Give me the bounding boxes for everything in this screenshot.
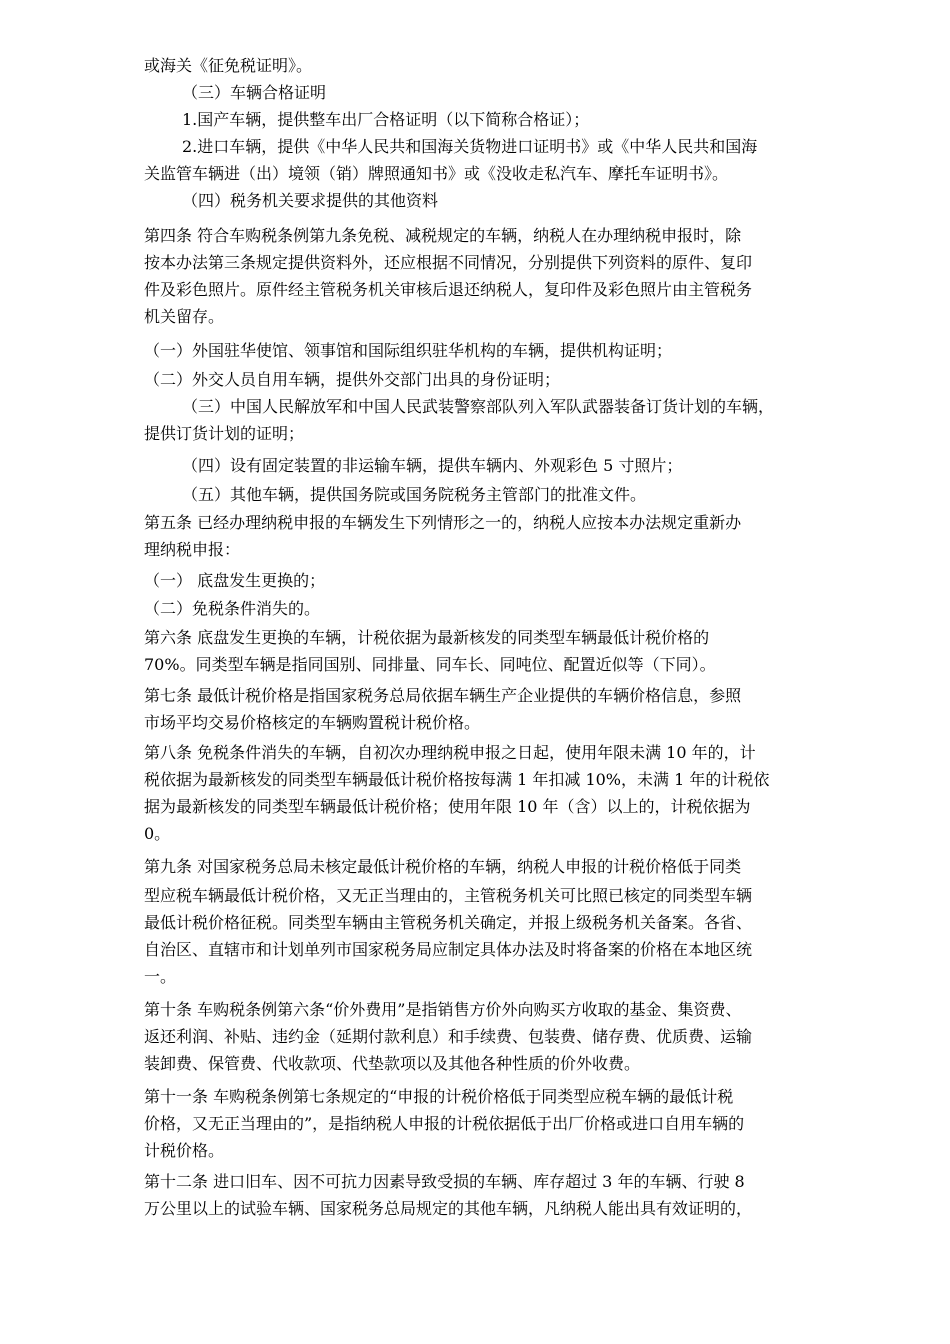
text-line: （一） 底盘发生更换的； bbox=[144, 571, 326, 590]
text-line: 机关留存。 bbox=[144, 307, 225, 326]
text-line: 型应税车辆最低计税价格，又无正当理由的，主管税务机关可比照已核定的同类型车辆 bbox=[144, 886, 753, 905]
text-line: 第九条 对国家税务总局未核定最低计税价格的车辆，纳税人申报的计税价格低于同类 bbox=[144, 857, 742, 876]
text-line: （四）税务机关要求提供的其他资料 bbox=[182, 191, 439, 210]
text-line: 第十二条 进口旧车、因不可抗力因素导致受损的车辆、库存超过 3 年的车辆、行驶 8 bbox=[144, 1172, 745, 1191]
text-line: 提供订货计划的证明； bbox=[144, 424, 305, 443]
text-line: 第十一条 车购税条例第七条规定的“申报的计税价格低于同类型应税车辆的最低计税 bbox=[144, 1087, 734, 1106]
text-line: 据为最新核发的同类型车辆最低计税价格；使用年限 10 年（含）以上的，计税依据为 bbox=[144, 797, 751, 816]
text-line: （三）车辆合格证明 bbox=[182, 83, 327, 102]
text-line: 0。 bbox=[144, 824, 171, 843]
text-line: 万公里以上的试验车辆、国家税务总局规定的其他车辆，凡纳税人能出具有效证明的， bbox=[144, 1199, 753, 1218]
text-line: 价格，又无正当理由的”，是指纳税人申报的计税依据低于出厂价格或进口自用车辆的 bbox=[144, 1114, 745, 1133]
text-line: 税依据为最新核发的同类型车辆最低计税价格按每满 1 年扣减 10%，未满 1 年的计税依 bbox=[144, 770, 770, 789]
text-line: 关监管车辆进（出）境领（销）牌照通知书》或《没收走私汽车、摩托车证明书》。 bbox=[144, 164, 729, 183]
text-line: （四）设有固定装置的非运输车辆，提供车辆内、外观彩色 5 寸照片； bbox=[182, 456, 683, 475]
text-line: （二）免税条件消失的。 bbox=[144, 599, 321, 618]
text-line: 装卸费、保管费、代收款项、代垫款项以及其他各种性质的价外收费。 bbox=[144, 1054, 641, 1073]
text-line: （一）外国驻华使馆、领事馆和国际组织驻华机构的车辆，提供机构证明； bbox=[144, 341, 673, 360]
text-line: 第八条 免税条件消失的车辆，自初次办理纳税申报之日起，使用年限未满 10 年的，计 bbox=[144, 743, 756, 762]
text-line: 件及彩色照片。原件经主管税务机关审核后退还纳税人，复印件及彩色照片由主管税务 bbox=[144, 280, 753, 299]
text-line: 2.进口车辆，提供《中华人民共和国海关货物进口证明书》或《中华人民共和国海 bbox=[182, 137, 758, 156]
text-line: 按本办法第三条规定提供资料外，还应根据不同情况，分别提供下列资料的原件、复印 bbox=[144, 253, 753, 272]
text-line: 计税价格。 bbox=[144, 1141, 225, 1160]
text-line: 或海关《征免税证明》。 bbox=[144, 56, 313, 75]
text-line: 第五条 已经办理纳税申报的车辆发生下列情形之一的，纳税人应按本办法规定重新办 bbox=[144, 513, 742, 532]
text-line: 一。 bbox=[144, 967, 177, 986]
text-line: 自治区、直辖市和计划单列市国家税务局应制定具体办法及时将备案的价格在本地区统 bbox=[144, 940, 753, 959]
text-line: 最低计税价格征税。同类型车辆由主管税务机关确定，并报上级税务机关备案。各省、 bbox=[144, 913, 753, 932]
text-line: （三）中国人民解放军和中国人民武装警察部队列入军队武器装备订货计划的车辆， bbox=[182, 397, 775, 416]
text-line: 返还利润、补贴、违约金（延期付款利息）和手续费、包装费、储存费、优质费、运输 bbox=[144, 1027, 753, 1046]
text-line: 第七条 最低计税价格是指国家税务总局依据车辆生产企业提供的车辆价格信息，参照 bbox=[144, 686, 742, 705]
text-line: 理纳税申报： bbox=[144, 540, 241, 559]
text-line: 第四条 符合车购税条例第九条免税、减税规定的车辆，纳税人在办理纳税申报时，除 bbox=[144, 226, 742, 245]
text-line: 1.国产车辆，提供整车出厂合格证明（以下简称合格证）； bbox=[182, 110, 590, 129]
text-line: （二）外交人员自用车辆，提供外交部门出具的身份证明； bbox=[144, 370, 561, 389]
text-line: 市场平均交易价格核定的车辆购置税计税价格。 bbox=[144, 713, 481, 732]
text-line: 第六条 底盘发生更换的车辆，计税依据为最新核发的同类型车辆最低计税价格的 bbox=[144, 628, 710, 647]
text-line: 第十条 车购税条例第六条“价外费用”是指销售方价外向购买方收取的基金、集资费、 bbox=[144, 1000, 742, 1019]
text-line: 70%。同类型车辆是指同国别、同排量、同车长、同吨位、配置近似等（下同）。 bbox=[144, 655, 716, 674]
text-line: （五）其他车辆，提供国务院或国务院税务主管部门的批准文件。 bbox=[182, 485, 647, 504]
